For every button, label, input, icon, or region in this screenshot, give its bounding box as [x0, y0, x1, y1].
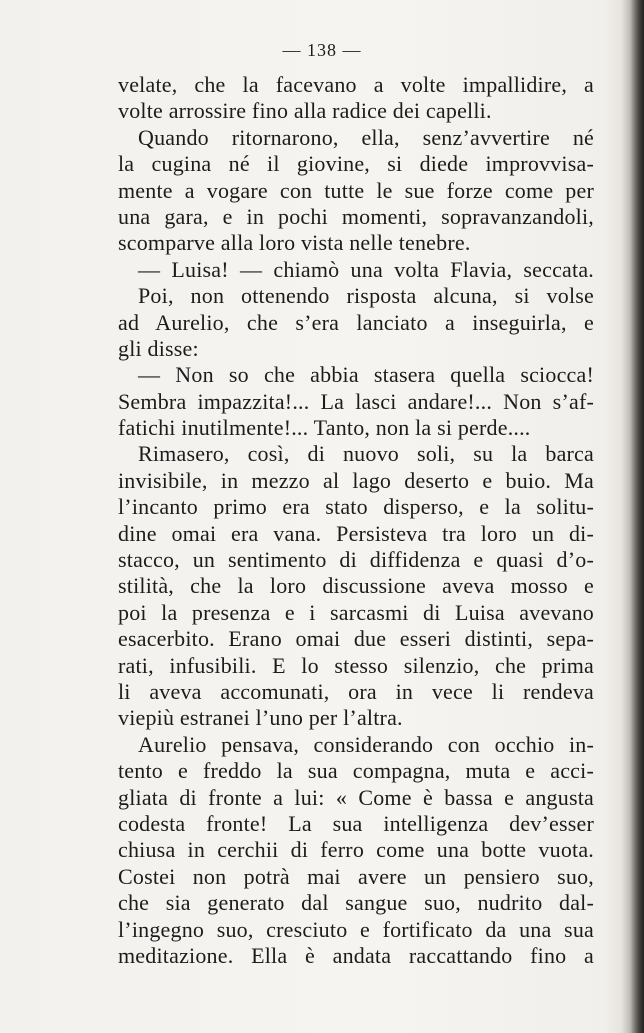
text-line: meditazione. Ella è andata raccattando fino a — [118, 942, 594, 968]
page-binding-edge — [630, 0, 644, 1033]
text-line: dine omai era vana. Persisteva tra loro un di- — [118, 520, 594, 546]
text-line: — Non so che abbia stasera quella sciocca! — [138, 362, 594, 388]
text-line: esacerbito. Erano omai due esseri distinti, sepa- — [118, 626, 594, 652]
text-line: Quando ritornarono, ella, senz’avvertire né — [138, 124, 594, 150]
text-line: velate, che la facevano a volte impallidire, a — [118, 72, 594, 97]
text-line: viepiù estranei l’uno per l’altra. — [118, 705, 403, 731]
text-line: la cugina né il giovine, si diede improvvisa- — [118, 151, 594, 177]
text-line: chiusa in cerchii di ferro come una botte vuota. — [118, 837, 594, 863]
text-line: che sia generato dal sangue suo, nudrito dal- — [118, 890, 594, 916]
text-line: invisibile, in mezzo al lago deserto e buio. Ma — [118, 467, 594, 493]
text-line: volte arrossire fino alla radice dei capelli. — [118, 98, 492, 124]
text-line: l’incanto primo era stato disperso, e la solitu- — [118, 494, 594, 520]
text-line: Aurelio pensava, considerando con occhio in- — [138, 731, 594, 757]
text-line: tento e freddo la sua compagna, muta e acci- — [118, 758, 594, 784]
text-line: li aveva accomunati, ora in vece li rendeva — [118, 678, 594, 704]
body-text — [118, 72, 594, 969]
text-line: stilità, che la loro discussione aveva mosso e — [118, 573, 594, 599]
text-line: scomparve alla loro vista nelle tenebre. — [118, 230, 471, 256]
text-line: Poi, non ottenendo risposta alcuna, si volse — [138, 283, 594, 309]
text-line: Sembra impazzita!... La lasci andare!... Non s’af- — [118, 388, 594, 414]
text-line: stacco, un sentimento di diffidenza e quasi d’o- — [118, 547, 594, 573]
text-line: gliata di fronte a lui: « Come è bassa e angusta — [118, 784, 594, 810]
text-line: Costei non potrà mai avere un pensiero suo, — [118, 863, 594, 889]
text-line: rati, infusibili. E lo stesso silenzio, che prima — [118, 652, 594, 678]
text-line: ad Aurelio, che s’era lanciato a inseguirla, e — [118, 309, 594, 335]
page-number: — 138 — — [282, 40, 362, 60]
text-line: mente a vogare con tutte le sue forze come per — [118, 177, 594, 203]
text-line: l’ingegno suo, cresciuto e fortificato da una sua — [118, 916, 594, 942]
text-line: — Luisa! — chiamò una volta Flavia, seccata. — [138, 256, 594, 282]
text-line: poi la presenza e i sarcasmi di Luisa avevano — [118, 599, 594, 625]
text-line: gli disse: — [118, 335, 199, 361]
text-line: una gara, e in pochi momenti, sopravanzandoli, — [118, 203, 594, 229]
text-line: Rimasero, così, di nuovo soli, su la barca — [138, 441, 594, 467]
text-line: fatichi inutilmente!... Tanto, non la si perde.... — [118, 415, 531, 441]
text-line: codesta fronte! La sua intelligenza dev’esser — [118, 810, 594, 836]
